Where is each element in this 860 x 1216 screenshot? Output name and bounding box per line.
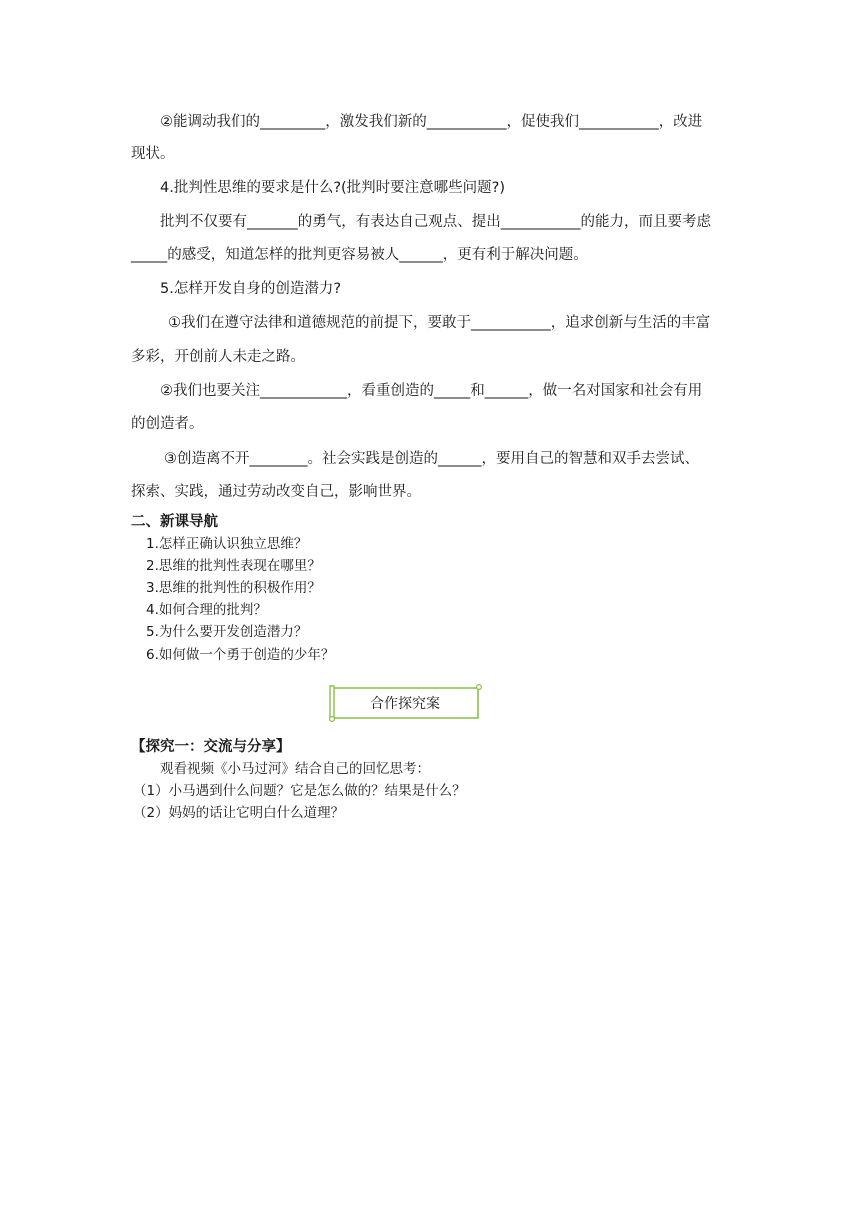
explore-question-1: （1）小马遇到什么问题？它是怎么做的？结果是什么？ [133,783,466,799]
list-item: 1.怎样正确认识独立思维？ [146,536,308,552]
list-item: 5.为什么要开发创造潜力？ [146,624,308,640]
explore-intro: 观看视频《小马过河》结合自己的回忆思考： [160,761,430,777]
list-item: 2.思维的批判性表现在哪里？ [146,558,321,574]
new-lesson-heading: 二、新课导航 [131,514,218,530]
question-5-c-line1: ③创造离不开________。社会实践是创造的______，要用自己的智慧和双手去尝试、 [164,451,699,467]
question-5-b-line2: 的创造者。 [131,416,204,432]
question-4-line1: 批判不仅要有_______的勇气，有表达自己观点、提出___________的能力，而且要考虑 [160,214,711,230]
question-5-a-line2: 多彩，开创前人未走之路。 [131,349,305,365]
question-5-c-line2: 探索、实践，通过劳动改变自己，影响世界。 [131,484,421,500]
review-p1-line1: ②能调动我们的_________，激发我们新的___________，促使我们___________，改进 [160,114,703,130]
question-4-line2: _____的感受，知道怎样的批判更容易被人______，更有利于解决问题。 [131,247,588,263]
list-item: 6.如何做一个勇于创造的少年？ [146,647,335,663]
banner-label: 合作探究案 [370,696,440,712]
section-banner [328,684,482,722]
question-4: 4.批判性思维的要求是什么?(批判时要注意哪些问题?) [160,180,506,196]
question-5-a-line1: ①我们在遵守法律和道德规范的前提下，要敢于___________，追求创新与生活的丰富 [168,315,711,331]
review-p1-line2: 现状。 [131,146,175,162]
question-5: 5.怎样开发自身的创造潜力? [160,281,342,297]
explore-heading: 【探究一：交流与分享】 [131,739,291,755]
list-item: 4.如何合理的批判？ [146,602,267,618]
list-item: 3.思维的批判性的积极作用？ [146,580,321,596]
explore-question-2: （2）妈妈的话让它明白什么道理？ [133,805,345,821]
question-5-b-line1: ②我们也要关注____________，看重创造的_____和______，做一名对国家和社会有用 [160,383,703,399]
